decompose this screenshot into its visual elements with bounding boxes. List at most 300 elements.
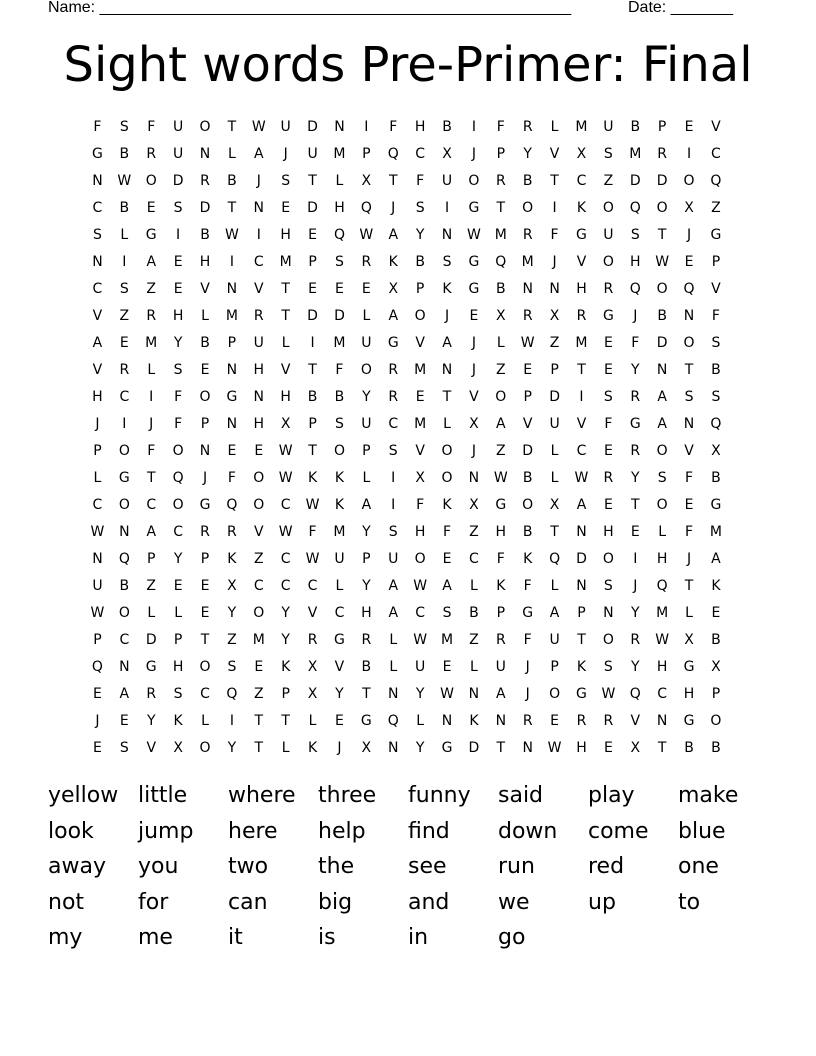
grid-letter: S [711, 334, 721, 351]
grid-letter: H [172, 307, 184, 324]
grid-letter: F [604, 415, 613, 432]
grid-letter: C [173, 523, 183, 540]
grid-letter: T [684, 361, 694, 378]
grid-letter: O [199, 739, 211, 756]
grid-letter: V [576, 415, 587, 432]
grid-letter: K [711, 577, 721, 594]
worksheet-header [48, 0, 748, 18]
word-bank-item: in [408, 925, 429, 950]
word-bank [48, 780, 768, 958]
grid-letter: N [226, 361, 238, 378]
grid-letter: I [149, 388, 154, 405]
grid-letter: C [280, 496, 291, 513]
grid-letter: D [656, 172, 668, 189]
grid-letter: X [307, 685, 318, 702]
grid-letter: P [496, 145, 506, 162]
grid-letter: R [522, 712, 533, 729]
grid-letter: Y [630, 469, 640, 486]
grid-letter: Y [630, 658, 640, 675]
grid-letter: S [227, 658, 237, 675]
grid-letter: P [308, 415, 317, 432]
grid-letter: Y [630, 604, 640, 621]
grid-letter: L [308, 712, 317, 729]
grid-letter: M [521, 253, 534, 270]
word-bank-item: go [498, 925, 526, 950]
grid-letter: R [200, 523, 210, 540]
grid-letter: O [656, 442, 668, 459]
grid-letter: C [92, 280, 103, 297]
grid-letter: G [629, 415, 641, 432]
grid-letter: Q [387, 712, 399, 729]
grid-letter: Z [549, 334, 560, 351]
grid-letter: U [603, 226, 614, 243]
grid-letter: O [253, 496, 265, 513]
grid-letter: F [685, 469, 694, 486]
grid-letter: X [684, 199, 694, 216]
grid-letter: S [173, 199, 183, 216]
grid-letter: T [388, 172, 398, 189]
grid-letter: I [310, 334, 315, 351]
grid-letter: Q [710, 172, 722, 189]
grid-letter: D [172, 172, 184, 189]
grid-letter: Y [415, 685, 425, 702]
grid-letter: X [549, 496, 560, 513]
grid-letter: E [119, 334, 129, 351]
grid-letter: O [441, 469, 453, 486]
grid-letter: X [280, 415, 291, 432]
grid-letter: J [471, 361, 476, 378]
grid-letter: P [93, 442, 102, 459]
grid-letter: C [146, 496, 157, 513]
grid-letter: F [227, 469, 236, 486]
word-bank-item: can [228, 889, 268, 915]
grid-letter: P [362, 145, 371, 162]
grid-letter: V [576, 253, 587, 270]
grid-letter: T [496, 199, 506, 216]
grid-letter: N [683, 415, 695, 432]
grid-letter: E [603, 334, 613, 351]
name-line: Name: _____________________________________________________ [48, 0, 572, 16]
grid-letter: O [199, 118, 211, 135]
grid-letter: D [656, 334, 668, 351]
grid-letter: Q [495, 253, 507, 270]
grid-letter: S [388, 523, 398, 540]
grid-letter: R [657, 145, 668, 162]
grid-letter: E [603, 361, 613, 378]
grid-letter: N [441, 712, 453, 729]
grid-letter: L [389, 658, 398, 675]
grid-letter: N [656, 712, 668, 729]
grid-letter: W [90, 523, 105, 540]
grid-letter: U [253, 334, 264, 351]
grid-letter: V [254, 523, 264, 540]
grid-letter: S [173, 685, 183, 702]
grid-letter: E [711, 604, 721, 621]
grid-letter: R [603, 280, 614, 297]
grid-letter: O [253, 604, 265, 621]
grid-letter: R [576, 307, 587, 324]
grid-letter: G [199, 496, 211, 513]
grid-letter: T [146, 469, 156, 486]
grid-letter: F [416, 496, 425, 513]
grid-letter: V [469, 388, 479, 405]
grid-letter: A [657, 388, 667, 405]
word-bank-item: red [588, 854, 625, 879]
grid-letter: B [496, 280, 506, 297]
grid-letter: W [251, 118, 266, 135]
grid-letter: S [93, 226, 102, 243]
grid-letter: N [92, 253, 103, 270]
grid-letter: G [683, 712, 695, 729]
word-bank-item: look [48, 818, 94, 844]
grid-letter: J [149, 415, 154, 432]
grid-letter: N [495, 712, 507, 729]
word-bank-item: here [228, 818, 278, 844]
grid-letter: E [442, 658, 452, 675]
grid-letter: Y [227, 739, 237, 756]
grid-letter: I [471, 118, 476, 135]
grid-letter: Z [119, 307, 130, 324]
grid-letter: N [226, 415, 238, 432]
grid-letter: D [145, 631, 157, 648]
grid-letter: T [308, 172, 317, 189]
grid-letter: B [442, 118, 452, 135]
word-bank-item: blue [678, 818, 726, 844]
grid-letter: R [388, 361, 399, 378]
grid-letter: Z [496, 442, 506, 459]
grid-letter: E [200, 361, 210, 378]
grid-letter: F [631, 334, 640, 351]
grid-letter: H [92, 388, 103, 405]
grid-letter: S [335, 253, 344, 270]
grid-letter: L [550, 577, 559, 594]
grid-letter: F [496, 550, 505, 567]
grid-letter: H [361, 604, 372, 621]
grid-letter: X [576, 145, 587, 162]
grid-letter: Y [281, 631, 290, 648]
grid-letter: S [281, 172, 291, 189]
word-bank-item: see [408, 854, 447, 879]
grid-letter: F [550, 226, 559, 243]
grid-letter: K [523, 550, 533, 567]
grid-letter: S [603, 388, 613, 405]
grid-letter: B [711, 631, 721, 648]
grid-letter: A [388, 307, 399, 324]
grid-letter: B [469, 604, 479, 621]
grid-letter: W [493, 469, 508, 486]
grid-letter: U [415, 658, 426, 675]
grid-letter: P [711, 253, 721, 270]
grid-letter: W [224, 226, 239, 243]
grid-letter: T [281, 712, 290, 729]
grid-letter: I [391, 469, 396, 486]
grid-letter: F [685, 523, 694, 540]
grid-letter: B [522, 172, 533, 189]
grid-letter: N [576, 523, 587, 540]
grid-letter: A [442, 577, 452, 594]
grid-letter: J [444, 307, 450, 324]
grid-letter: E [415, 388, 425, 405]
grid-letter: C [388, 415, 399, 432]
word-bank-item: one [678, 854, 719, 879]
grid-letter: H [683, 685, 695, 702]
grid-letter: C [253, 253, 264, 270]
grid-letter: L [281, 334, 290, 351]
grid-letter: N [199, 442, 211, 459]
grid-letter: E [254, 442, 264, 459]
grid-letter: W [305, 496, 320, 513]
grid-letter: P [523, 388, 532, 405]
grid-letter: Z [603, 172, 614, 189]
word-bank-item: big [318, 889, 353, 915]
grid-letter: H [495, 523, 507, 540]
grid-letter: H [576, 280, 587, 297]
grid-letter: L [201, 307, 209, 324]
grid-letter: Y [523, 145, 532, 162]
grid-letter: H [253, 361, 265, 378]
grid-letter: N [441, 226, 453, 243]
grid-letter: L [227, 145, 236, 162]
grid-letter: Y [362, 523, 371, 540]
grid-letter: V [415, 334, 425, 351]
grid-letter: P [577, 604, 586, 621]
grid-letter: J [633, 577, 638, 594]
grid-letter: F [442, 523, 452, 540]
grid-letter: A [711, 550, 721, 567]
grid-letter: O [522, 199, 534, 216]
grid-letter: P [200, 415, 210, 432]
grid-letter: E [173, 280, 183, 297]
grid-letter: I [444, 199, 450, 216]
grid-letter: W [359, 226, 374, 243]
grid-letter: H [629, 253, 641, 270]
grid-letter: P [550, 658, 559, 675]
grid-letter: T [657, 226, 667, 243]
grid-letter: J [256, 172, 261, 189]
grid-letter: A [388, 577, 399, 594]
grid-letter: Y [227, 604, 237, 621]
grid-letter: C [415, 604, 426, 621]
grid-letter: O [710, 712, 722, 729]
grid-letter: Q [387, 145, 399, 162]
word-bank-item: yellow [48, 783, 119, 808]
grid-letter: S [630, 226, 640, 243]
grid-letter: T [362, 685, 371, 702]
grid-letter: G [387, 334, 399, 351]
word-bank-item: away [48, 854, 106, 879]
grid-letter: P [362, 550, 371, 567]
grid-letter: E [173, 577, 183, 594]
grid-letter: P [227, 334, 237, 351]
grid-letter: O [172, 496, 184, 513]
word-bank-item: funny [408, 783, 471, 808]
grid-letter: S [711, 388, 721, 405]
grid-letter: N [468, 685, 480, 702]
grid-letter: O [683, 172, 695, 189]
grid-letter: L [147, 361, 156, 378]
grid-letter: E [308, 280, 317, 297]
grid-letter: D [334, 307, 345, 324]
grid-letter: J [686, 550, 692, 567]
grid-letter: U [603, 118, 614, 135]
grid-letter: Q [226, 496, 238, 513]
grid-letter: M [225, 307, 238, 324]
grid-letter: J [95, 415, 100, 432]
grid-letter: I [256, 226, 261, 243]
grid-letter: W [305, 550, 320, 567]
grid-letter: X [307, 658, 318, 675]
word-bank-item: me [138, 925, 173, 950]
grid-letter: O [495, 388, 507, 405]
grid-letter: W [413, 577, 428, 594]
grid-letter: Y [173, 334, 183, 351]
grid-letter: V [522, 415, 533, 432]
grid-letter: V [280, 361, 291, 378]
grid-letter: G [576, 226, 587, 243]
grid-letter: G [360, 712, 372, 729]
grid-letter: N [92, 172, 103, 189]
grid-letter: X [415, 469, 425, 486]
grid-letter: R [630, 442, 641, 459]
grid-letter: Q [656, 577, 668, 594]
grid-letter: U [441, 172, 453, 189]
grid-letter: V [146, 739, 157, 756]
grid-letter: K [281, 658, 291, 675]
word-bank-item: come [588, 818, 649, 844]
grid-letter: S [388, 442, 398, 459]
grid-letter: B [119, 577, 130, 594]
grid-letter: W [117, 172, 132, 189]
grid-letter: R [119, 361, 130, 378]
grid-letter: B [227, 172, 237, 189]
grid-letter: D [522, 442, 534, 459]
grid-letter: T [550, 523, 559, 540]
grid-letter: A [119, 685, 130, 702]
grid-letter: S [657, 469, 667, 486]
grid-letter: Q [91, 658, 103, 675]
grid-letter: A [496, 415, 506, 432]
grid-letter: C [334, 604, 345, 621]
grid-letter: C [576, 172, 587, 189]
grid-letter: B [711, 739, 721, 756]
grid-letter: D [307, 307, 318, 324]
grid-letter: E [335, 280, 344, 297]
grid-letter: K [469, 712, 479, 729]
grid-letter: C [280, 577, 291, 594]
grid-letter: W [413, 631, 428, 648]
grid-letter: E [227, 442, 237, 459]
grid-letter: E [603, 442, 613, 459]
grid-letter: M [709, 523, 722, 540]
word-bank-item: is [318, 925, 336, 950]
grid-letter: L [362, 307, 371, 324]
grid-letter: V [307, 604, 318, 621]
grid-letter: N [253, 388, 265, 405]
grid-letter: Z [469, 631, 479, 648]
grid-letter: E [684, 496, 694, 513]
grid-letter: I [229, 253, 234, 270]
grid-letter: Z [146, 280, 157, 297]
grid-letter: Y [335, 685, 344, 702]
grid-letter: W [440, 685, 454, 702]
grid-letter: E [361, 280, 371, 297]
grid-letter: N [549, 280, 560, 297]
grid-letter: D [549, 388, 560, 405]
grid-letter: R [146, 685, 157, 702]
word-bank-item: and [408, 889, 450, 915]
grid-letter: H [414, 523, 426, 540]
grid-letter: E [119, 712, 129, 729]
grid-letter: G [441, 739, 453, 756]
grid-letter: C [280, 550, 291, 567]
grid-letter: A [146, 253, 157, 270]
grid-letter: Q [333, 226, 345, 243]
grid-letter: W [278, 442, 293, 459]
grid-letter: X [361, 172, 372, 189]
grid-letter: O [602, 631, 614, 648]
word-bank-item: we [498, 889, 530, 915]
grid-letter: R [630, 631, 641, 648]
grid-letter: O [199, 658, 211, 675]
grid-letter: S [442, 253, 452, 270]
grid-letter: X [469, 496, 479, 513]
grid-letter: T [442, 388, 452, 405]
grid-letter: G [145, 226, 157, 243]
grid-letter: L [120, 226, 129, 243]
grid-letter: T [281, 307, 290, 324]
grid-letter: D [199, 199, 211, 216]
grid-letter: I [391, 496, 396, 513]
grid-letter: B [307, 388, 318, 405]
grid-letter: S [119, 280, 129, 297]
grid-letter: K [173, 712, 183, 729]
grid-letter: S [603, 658, 613, 675]
grid-letter: W [601, 685, 616, 702]
grid-letter: O [602, 550, 614, 567]
grid-letter: F [147, 442, 156, 459]
grid-letter: S [684, 388, 694, 405]
grid-letter: O [441, 442, 453, 459]
grid-letter: P [496, 604, 506, 621]
grid-letter: A [442, 334, 452, 351]
grid-letter: K [576, 199, 587, 216]
grid-letter: O [602, 253, 614, 270]
grid-letter: F [523, 577, 532, 594]
grid-letter: B [334, 388, 345, 405]
grid-letter: E [93, 685, 102, 702]
grid-letter: G [118, 469, 130, 486]
grid-letter: S [173, 361, 183, 378]
grid-letter: J [471, 145, 476, 162]
grid-letter: R [146, 145, 157, 162]
word-bank-item: jump [138, 818, 194, 844]
grid-letter: L [496, 334, 505, 351]
word-search-grid [84, 113, 729, 761]
grid-letter: R [630, 388, 641, 405]
grid-letter: B [119, 199, 130, 216]
grid-letter: R [146, 307, 157, 324]
grid-letter: B [200, 334, 210, 351]
grid-letter: G [602, 307, 614, 324]
grid-letter: B [522, 469, 533, 486]
grid-letter: Q [629, 685, 641, 702]
grid-letter: S [603, 145, 613, 162]
grid-letter: C [253, 577, 264, 594]
grid-letter: H [253, 415, 265, 432]
grid-letter: H [656, 550, 668, 567]
grid-letter: U [280, 118, 291, 135]
word-bank-item: where [228, 783, 296, 808]
